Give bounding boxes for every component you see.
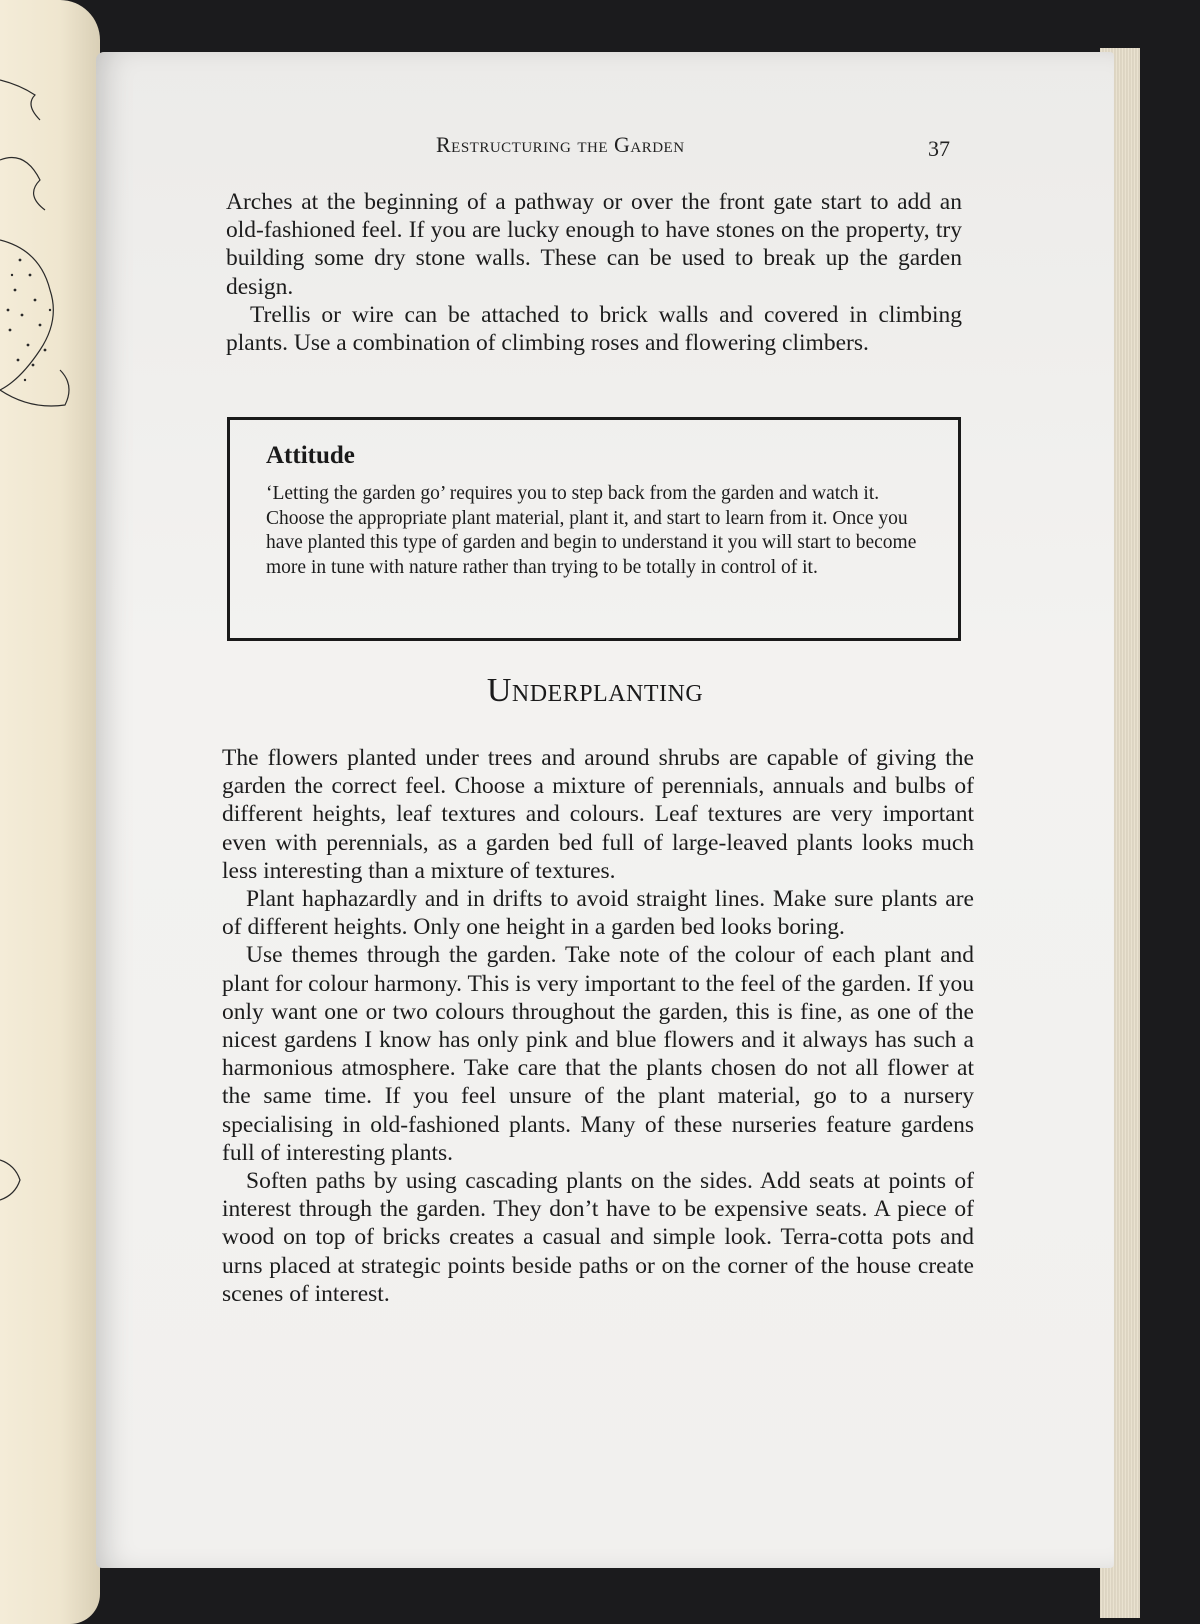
running-head: Restructuring the Garden <box>436 132 685 157</box>
section-text-block <box>222 744 974 1308</box>
page-number: 37 <box>928 136 950 161</box>
section-heading: Underplanting <box>486 672 704 709</box>
paragraph: The flowers planted under trees and around shrubs are capable of giving the garden the correct feel. Choose a mixture of perennials, annuals and bulbs of different heights, leaf textures and colours. Leaf textures are very important even with perennials, as a garden bed full of large-leaved plants looks much less interesting than a mixture of textures. <box>222 745 974 884</box>
plant-sketch-illustration <box>0 60 100 440</box>
paragraph: Use themes through the garden. Take note of the colour of each plant and plant for colour harmony. This is very important to the feel of the garden. If you only want one or two colours throughout the garden, this is fine, as one of the nicest gardens I know has only pink and blue flowers and it always has such a harmonious atmosphere. Take care that the plants chosen do not all flower at the same time. If you feel unsure of the plant material, go to a nursery specialising in old-fashioned plants. Many of these nurseries feature gardens full of interesting plants. <box>222 942 974 1166</box>
paragraph: Arches at the beginning of a pathway or over the front gate start to add an old-fashioned feel. If you are lucky enough to have stones on the property, try building some dry stone walls. These can be used to break up the garden design. <box>226 189 962 300</box>
callout-title: Attitude <box>266 442 355 469</box>
intro-text-block <box>226 188 962 357</box>
callout-text: ‘Letting the garden go’ requires you to step back from the garden and watch it. Choose the appropriate plant material, plant it, and start to learn from it. Once you have planted this type of garden and begin to understand it you will start to become more in tune with nature rather than trying to be totally in control of it. <box>266 483 917 578</box>
paragraph: Trellis or wire can be attached to brick walls and covered in climbing plants. Use a combination of climbing roses and flowering climbers. <box>226 301 962 357</box>
plant-sketch-illustration-lower <box>0 1150 100 1210</box>
paragraph: Soften paths by using cascading plants on the sides. Add seats at points of interest through the garden. They don’t have to be expensive seats. A piece of wood on top of bricks creates a casual and simple look. Terra-cotta pots and urns placed at strategic points beside paths or on the corner of the house create scenes of interest. <box>222 1168 974 1307</box>
attitude-callout-box <box>227 417 961 641</box>
paragraph: Plant haphazardly and in drifts to avoid straight lines. Make sure plants are of different heights. Only one height in a garden bed looks boring. <box>222 886 974 941</box>
facing-page <box>0 0 100 1624</box>
